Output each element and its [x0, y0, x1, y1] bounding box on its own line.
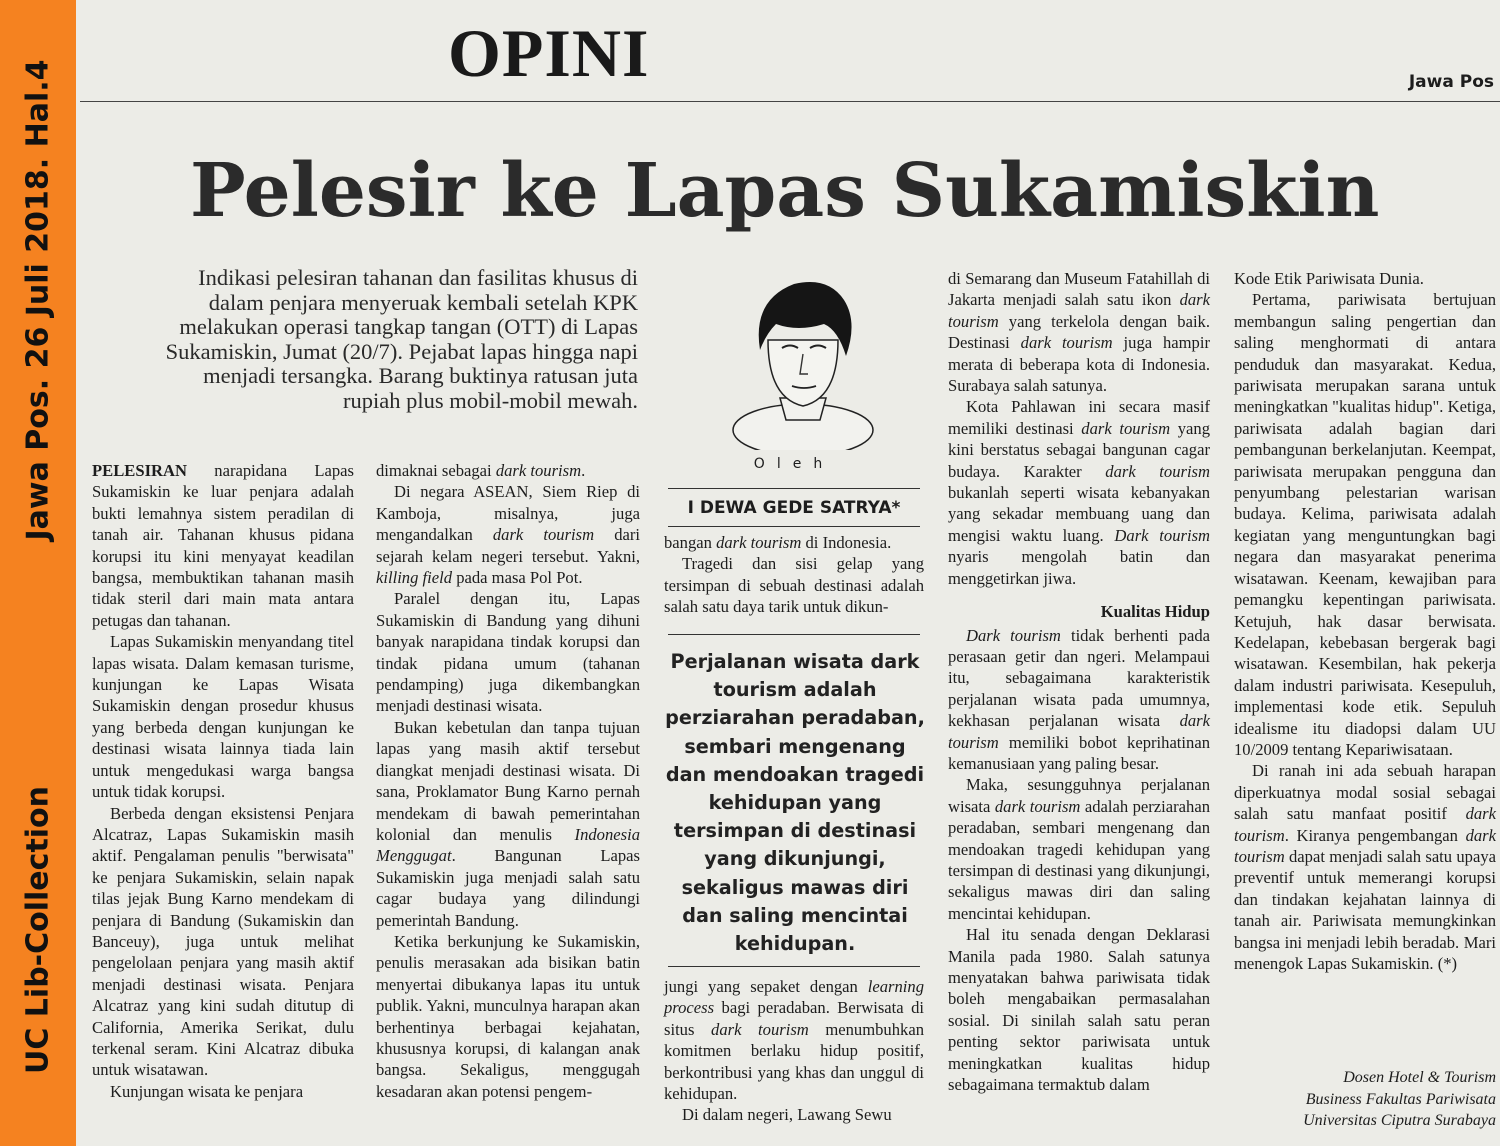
paragraph: Ketika berkunjung ke Sukamiskin, penulis merasakan ada bisikan batin menyertai dibukanya lapas itu untuk publik. Yakni, munculnya harapan akan berhentinya berbagai kejahatan, khususnya korupsi, di kalangan anak bangsa. Sekaligus, menggugah kesadaran akan potensi pengem-	[376, 931, 640, 1101]
paragraph: dimaknai sebagai dark tourism.	[376, 461, 586, 480]
author-name: I DEWA GEDE SATRYA*	[687, 498, 901, 518]
subheading: Kualitas Hidup	[1100, 602, 1210, 622]
clipping-source-label: Jawa Pos. 26 Juli 2018. Hal.4	[20, 59, 56, 541]
divider	[668, 526, 920, 527]
paragraph: Di dalam negeri, Lawang Sewu	[682, 1105, 892, 1125]
article-column-3	[664, 532, 924, 618]
divider	[668, 966, 920, 967]
paragraph: Pertama, pariwisata bertujuan membangun saling pengertian dan saling menghormati di antara penduduk dan masyarakat. Kedua, pariwisata merupakan sarana untuk meningkatkan "kualitas hidup". Ketiga, pariwisata adalah bagian dari pembangunan berkelanjutan. Keempat, pariwisata merupakan pengguna dan penyumbang pelestarian warisan budaya. Kelima, pariwisata adalah kegiatan yang menguntungkan bagi negara dan masyarakat penerima wisatawan. Keenam, kewajiban para pemangku kepentingan pariwisata. Ketujuh, hak dasar berwisata. Kedelapan, kebebasan bergerak bagi wisatawan. Kesembilan, hak pekerja dalam industri pariwisata. Kesepuluh, implementasi kode etik. Sepuluh idealisme itu diadopsi dalam UU 10/2009 tentang Kepariwisataan.	[1234, 290, 1496, 759]
paragraph: Di negara ASEAN, Siem Riep di Kamboja, misalnya, juga mengandalkan dark tourism dari sejarah kelam negeri tersebut. Yakni, killing field pada masa Pol Pot.	[376, 482, 640, 588]
article-column-5	[1234, 268, 1496, 974]
divider	[668, 634, 920, 635]
publication-name: Jawa Pos	[1408, 72, 1494, 92]
author-affiliation: Dosen Hotel & Tourism Business Fakultas Pariwisata Universitas Ciputra Surabaya	[1303, 1069, 1496, 1129]
paragraph: bangan dark tourism di Indonesia.	[664, 533, 892, 552]
paragraph: Kota Pahlawan ini secara masif memiliki destinasi dark tourism yang kini berstatus sebagai bangunan cagar budaya. Karakter dark tourism bukanlah seperti wisata kebanyakan yang sekadar membuang uang dan mengisi waktu luang. Dark tourism nyaris mengolah batin dan menggetirkan jiwa.	[948, 397, 1211, 588]
paragraph: Hal itu senada dengan Deklarasi Manila pada 1980. Salah satunya menyatakan bahwa pariwisata tidak boleh mengabaikan permasalahan sosial. Di sinilah salah satu peran penting sektor pariwisata untuk meningkatkan kualitas hidup sebagaimana termaktub dalam	[948, 925, 1210, 1095]
paragraph: Dark tourism tidak berhenti pada perasaan getir dan ngeri. Melampaui itu, sebagaimana karakteristik perjalanan wisata pada umumnya, kekhasan perjalanan wisata dark tourism memiliki bobot keprihatinan kemanusiaan yang paling besar.	[948, 625, 1210, 773]
paragraph: Lapas Sukamiskin menyandang titel lapas wisata. Dalam kemasan turisme, kunjungan ke Lapas Wisata Sukamiskin dengan prosedur khusus yang berbeda dengan kunjungan ke destinasi wisata lainnya tiada lain untuk mengedukasi warga bangsa untuk tidak korupsi.	[92, 632, 354, 802]
collection-label: UC Lib-Collection	[20, 785, 56, 1075]
pull-quote: Perjalanan wisata dark tourism adalah perziarahan peradaban, sembari mengenang dan mendoakan tragedi kehidupan yang tersimpan di destinasi yang dikunjungi, sekaligus mawas diri dan saling mencintai kehidupan.	[665, 650, 925, 956]
article-headline: Pelesir ke Lapas Sukamiskin	[190, 148, 1380, 234]
divider	[668, 488, 920, 489]
article-column-4	[948, 268, 1210, 1095]
article-column-3-continued	[664, 976, 924, 1126]
paragraph: PELESIRAN narapidana Lapas Sukamiskin ke luar penjara adalah bukti lemahnya sistem peradilan di tanah air. Tahanan khusus pidana korupsi itu kini menyayat keadilan bangsa, membuktikan tahanan masih tidak steril dari main mata antara petugas dan tahanan.	[92, 461, 354, 630]
lead-word: PELESIRAN	[92, 461, 187, 480]
article-column-1	[92, 460, 354, 1102]
byline-prefix: Oleh	[753, 456, 835, 472]
archive-sidebar	[0, 0, 76, 1146]
paragraph: Maka, sesungguhnya perjalanan wisata dark tourism adalah perziarahan peradaban, sembari mengenang dan mendoakan tragedi kehidupan yang tersimpan di destinasi yang dikunjungi, sekaligus mawas diri dan saling mencintai kehidupan.	[948, 775, 1210, 923]
article-column-2	[376, 460, 640, 1102]
paragraph: Tragedi dan sisi gelap yang tersimpan di sebuah destinasi adalah salah satu daya tarik untuk dikun-	[664, 554, 924, 617]
paragraph: Kode Etik Pariwisata Dunia.	[1234, 269, 1424, 288]
article-lead: Indikasi pelesiran tahanan dan fasilitas khusus di dalam penjara menyeruak kembali setelah KPK melakukan operasi tangkap tangan (OTT) di Lapas Sukamiskin, Jumat (20/7). Pejabat lapas hingga napi menjadi tersangka. Barang buktinya ratusan juta rupiah plus mobil-mobil mewah.	[165, 265, 638, 413]
header-rule	[80, 101, 1500, 102]
paragraph: di Semarang dan Museum Fatahillah di Jakarta menjadi salah satu ikon dark tourism yang terkelola dengan baik. Destinasi dark tourism juga hampir merata di beberapa kota di Indonesia. Surabaya salah satunya.	[948, 269, 1210, 396]
paragraph: Di ranah ini ada sebuah harapan diperkuatnya modal sosial sebagai salah satu manfaat positif dark tourism. Kiranya pengembangan dark tourism dapat menjadi salah satu upaya preventif untuk memerangi korupsi dan tindakan kejahatan lainnya di tanah air. Pariwisata memungkinkan bangsa ini menjadi lebih beradab. Mari menengok Lapas Sukamiskin. (*)	[1234, 761, 1496, 973]
paragraph: jungi yang sepaket dengan learning process bagi peradaban. Berwisata di situs dark tourism menumbuhkan komitmen berlaku hidup positif, berkontribusi yang khas dan unggul di kehidupan.	[664, 977, 924, 1104]
paragraph: Bukan kebetulan dan tanpa tujuan lapas yang masih aktif tersebut diangkat menjadi destinasi wisata. Di sana, Proklamator Bung Karno pernah mendekam di bawah pemerintahan kolonial dan menulis Indonesia Menggugat. Bangunan Lapas Sukamiskin juga menjadi salah satu cagar budaya yang dilindungi pemerintah Bandung.	[376, 717, 640, 930]
section-title: OPINI	[448, 15, 650, 91]
paragraph: Paralel dengan itu, Lapas Sukamiskin di Bandung yang dihuni banyak narapidana tindak korupsi dan tindak pidana umum (tahanan pendamping) juga dikembangkan menjadi destinasi wisata.	[376, 589, 640, 716]
author-portrait	[728, 270, 878, 450]
paragraph: Berbeda dengan eksistensi Penjara Alcatraz, Lapas Sukamiskin masih aktif. Pengalaman penulis "berwisata" ke penjara Sukamiskin, selain napak tilas jejak Bung Karno mendekam di penjara di Bandung (Sukamiskin dan Banceuy), juga untuk melihat pengelolaan penjara yang masih aktif menjadi destinasi wisata. Penjara Alcatraz yang kini sudah ditutup di California, Amerika Serikat, dulu terkenal seram. Kini Alcatraz dibuka untuk wisatawan.	[92, 803, 354, 1080]
paragraph: Kunjungan wisata ke penjara	[110, 1081, 304, 1101]
